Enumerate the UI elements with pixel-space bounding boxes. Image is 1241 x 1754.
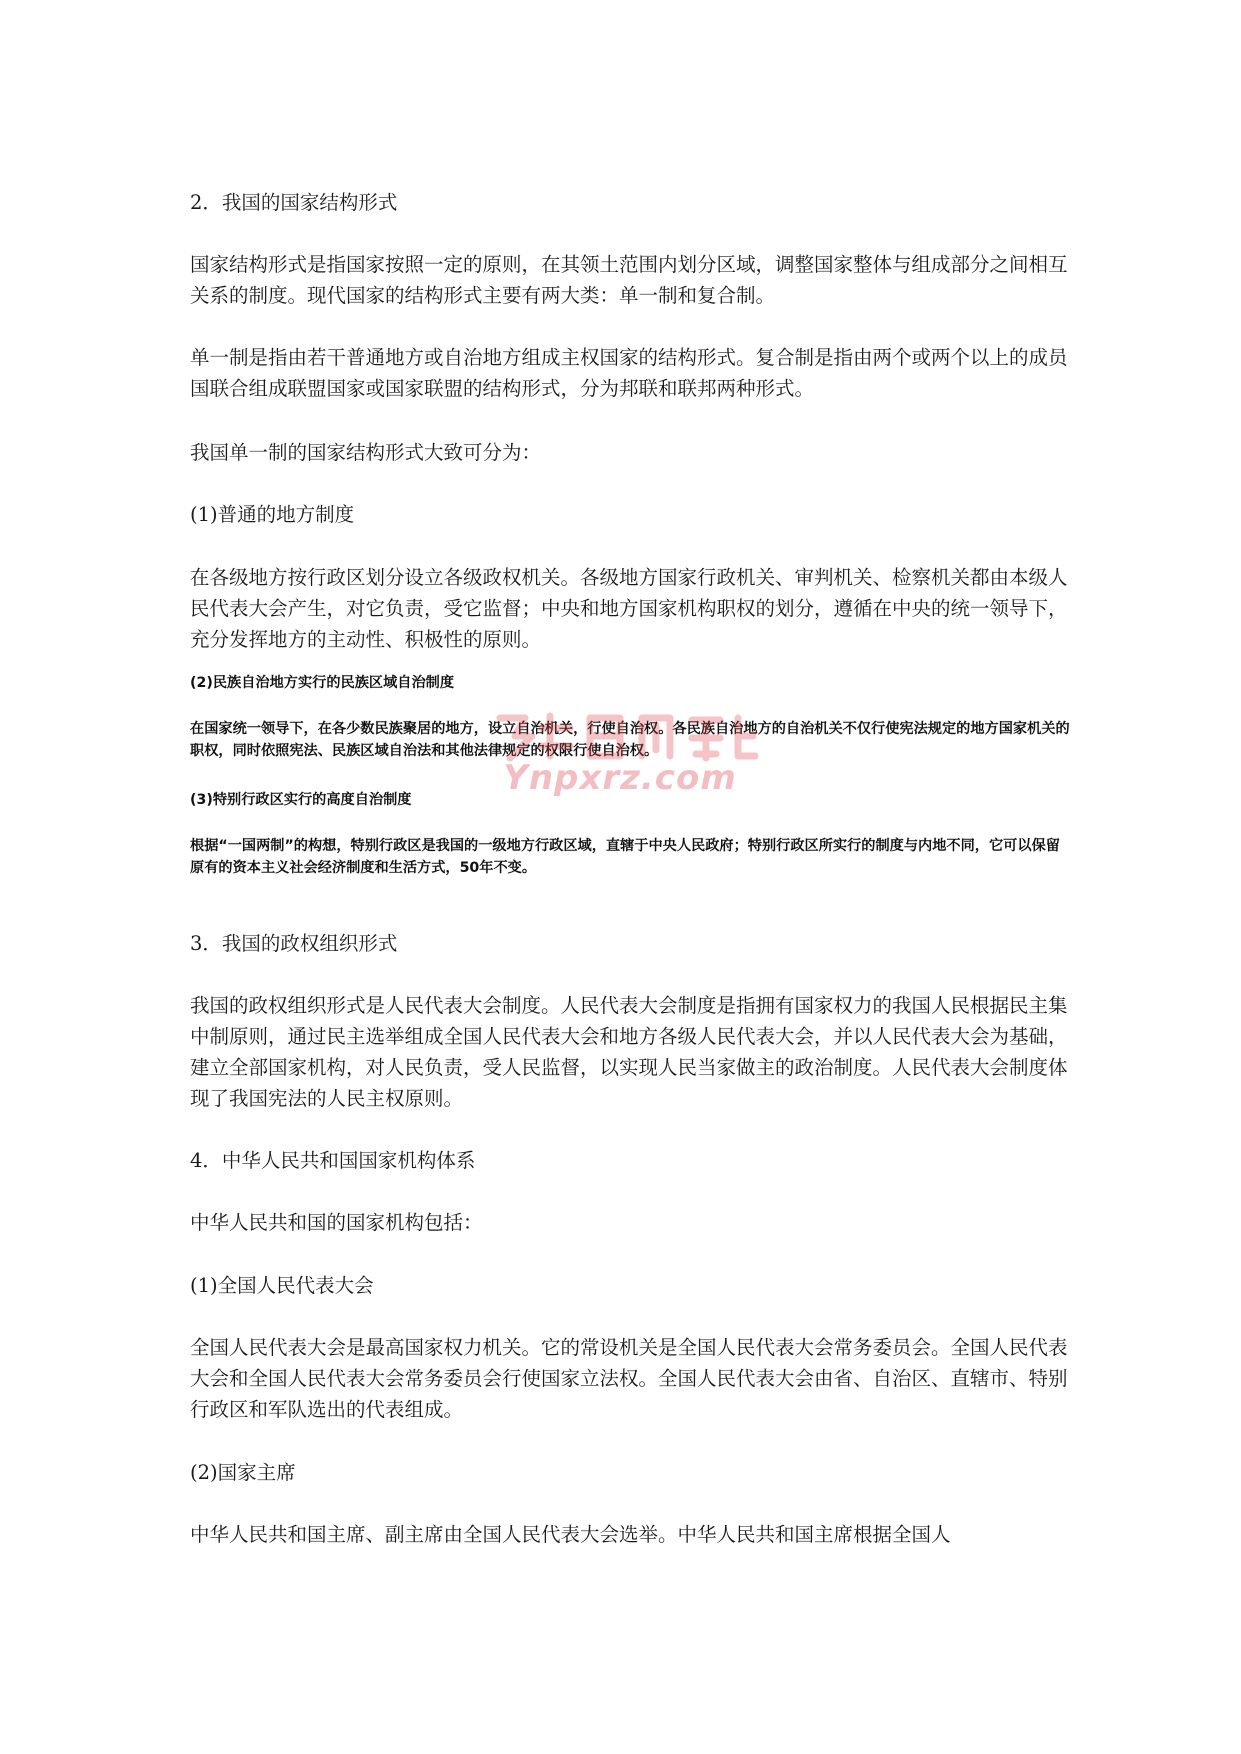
paragraph-state-organs-intro: 中华人民共和国的国家机构包括： [190, 1211, 483, 1234]
embedded-text-image [190, 672, 1070, 904]
paragraph-state-president: 中华人民共和国主席、副主席由全国人民代表大会选举。中华人民共和国主席根据全国人 [190, 1523, 951, 1546]
subheading-npc: (1)全国人民代表大会 [190, 1274, 374, 1297]
paragraph-unitary-categories: 我国单一制的国家结构形式大致可分为： [190, 441, 542, 464]
image-paragraph-ethnic-autonomy: 在国家统一领导下，在各少数民族聚居的地方，设立自治机关，行使自治权。各民族自治地方的自治机关不仅行使宪法规定的地方国家机关的职权，同时依照宪法、民族区域自治法和其他法律规定的权限行使自治权。 [190, 721, 1070, 759]
section-heading-2: 2．我国的国家结构形式 [190, 191, 398, 214]
subheading-ordinary-local-system: (1)普通的地方制度 [190, 503, 355, 526]
image-paragraph-sar-autonomy: 根据“一国两制”的构想，特别行政区是我国的一级地方行政区域，直辖于中央人民政府；特别行政区所实行的制度与内地不同，它可以保留原有的资本主义社会经济制度和生活方式，50年不变。 [190, 838, 1060, 876]
paragraph-unitary-composite: 单一制是指由若干普通地方或自治地方组成主权国家的结构形式。复合制是指由两个或两个以上的成员国联合组成联盟国家或国家联盟的结构形式，分为邦联和联邦两种形式。 [190, 346, 1068, 400]
paragraph-peoples-congress-system: 我国的政权组织形式是人民代表大会制度。人民代表大会制度是指拥有国家权力的我国人民根据民主集中制原则，通过民主选举组成全国人民代表大会和地方各级人民代表大会，并以人民代表大会为基础，建立全部国家机构，对人民负责，受人民监督，以实现人民当家做主的政治制度。人民代表大会制度体现了我国宪法的人民主权原则。 [190, 994, 1068, 1110]
image-subheading-sar-autonomy: (3)特别行政区实行的高度自治制度 [190, 792, 412, 808]
paragraph-ordinary-local-system: 在各级地方按行政区划分设立各级政权机关。各级地方国家行政机关、审判机关、检察机关都由本级人民代表大会产生，对它负责，受它监督；中央和地方国家机构职权的划分，遵循在中央的统一领导下，充分发挥地方的主动性、积极性的原则。 [190, 566, 1068, 651]
section-heading-3: 3．我国的政权组织形式 [190, 932, 398, 955]
subheading-state-president: (2)国家主席 [190, 1461, 296, 1484]
section-heading-4: 4．中华人民共和国国家机构体系 [190, 1149, 476, 1172]
paragraph-structure-definition: 国家结构形式是指国家按照一定的原则，在其领土范围内划分区域，调整国家整体与组成部分之间相互关系的制度。现代国家的结构形式主要有两大类：单一制和复合制。 [190, 253, 1068, 307]
image-subheading-ethnic-autonomy: (2)民族自治地方实行的民族区域自治制度 [190, 675, 455, 691]
watermark-text: Ynpxrz.com [503, 758, 737, 798]
paragraph-npc: 全国人民代表大会是最高国家权力机关。它的常设机关是全国人民代表大会常务委员会。全国人民代表大会和全国人民代表大会常务委员会行使国家立法权。全国人民代表大会由省、自治区、直辖市、特别行政区和军队选出的代表组成。 [190, 1336, 1068, 1421]
